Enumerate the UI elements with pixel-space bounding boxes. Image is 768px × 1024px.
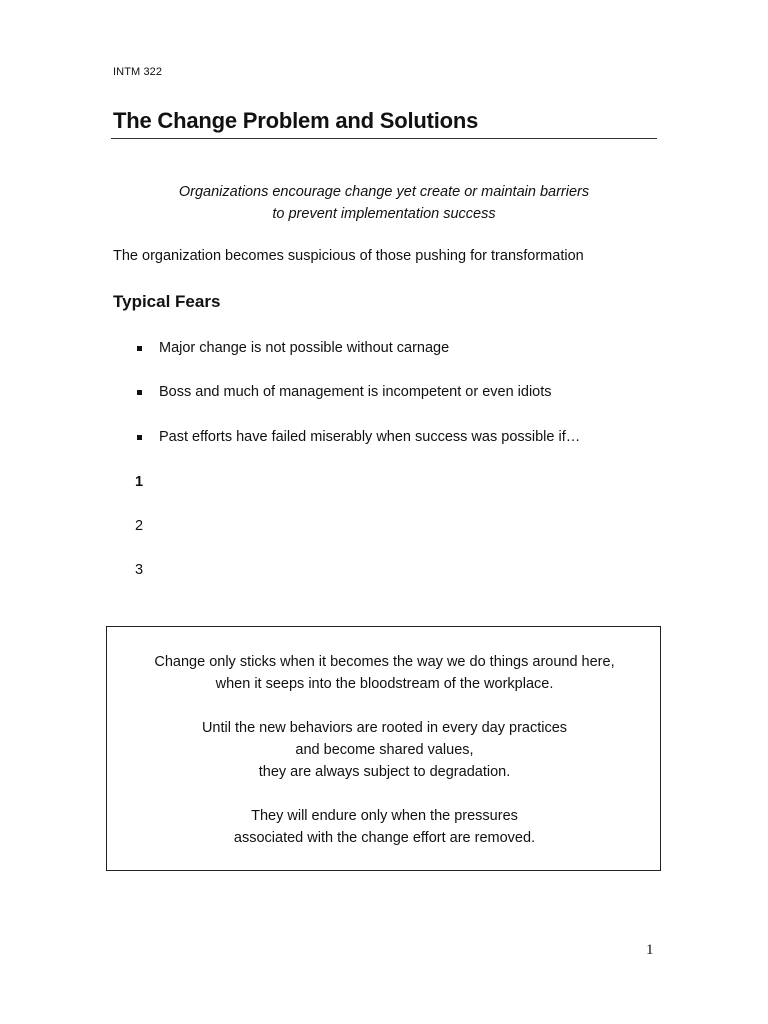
quote-line: and become shared values, xyxy=(295,742,474,758)
quote-line: They will endure only when the pressures xyxy=(251,808,518,824)
quote-line: associated with the change effort are removed. xyxy=(233,830,536,846)
quote-line: they are always subject to degradation. xyxy=(258,764,511,780)
quote-box xyxy=(106,626,661,871)
quote-line: Until the new behaviors are rooted in every day practices xyxy=(201,720,568,736)
numbered-item-1: 1 xyxy=(135,474,144,490)
subtitle-line-1: Organizations encourage change yet create or maintain barriers xyxy=(178,184,590,200)
numbered-item-2: 2 xyxy=(135,518,144,534)
list-item-text: Major change is not possible without carnage xyxy=(159,340,450,356)
statement: The organization becomes suspicious of those pushing for transformation xyxy=(113,248,584,264)
square-bullet-icon xyxy=(137,346,142,351)
quote-line: Change only sticks when it becomes the way we do things around here, xyxy=(154,654,615,670)
list-item-text: Boss and much of management is incompetent or even idiots xyxy=(159,384,552,400)
numbered-item-3: 3 xyxy=(135,562,144,578)
quote-line: when it seeps into the bloodstream of the workplace. xyxy=(215,676,554,692)
square-bullet-icon xyxy=(137,435,142,440)
subtitle-line-2: to prevent implementation success xyxy=(272,206,496,222)
page-number: 1 xyxy=(646,942,654,958)
square-bullet-icon xyxy=(137,390,142,395)
list-item-text: Past efforts have failed miserably when success was possible if… xyxy=(159,429,581,445)
title-underline xyxy=(111,138,657,139)
course-code: INTM 322 xyxy=(113,66,163,78)
page-title: The Change Problem and Solutions xyxy=(113,108,479,133)
section-heading-typical-fears: Typical Fears xyxy=(113,292,221,311)
